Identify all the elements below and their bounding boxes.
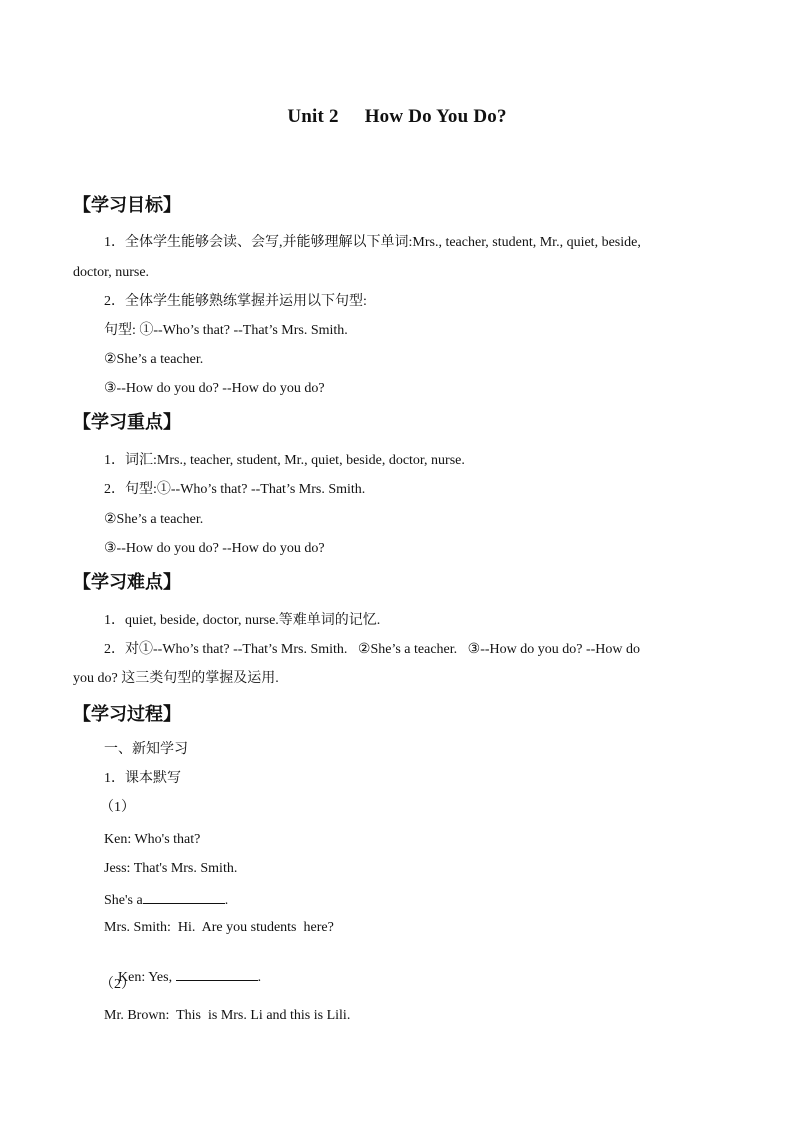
- difficulties-item-2a: 2．对①--Who’s that? --That’s Mrs. Smith. ②She’s a teacher. ③--How do you do? --How do: [104, 642, 641, 657]
- process-sub-1: （1）: [100, 800, 135, 815]
- unit-label: Unit 2: [287, 106, 339, 127]
- dialogue-line-2: Jess: That's Mrs. Smith.: [104, 861, 238, 876]
- fill-in-blank-1[interactable]: [143, 889, 225, 904]
- process-part-1: 一、新知学习: [104, 742, 188, 757]
- dialogue-line-5-text: Ken: Yes,: [118, 970, 176, 985]
- dialogue-line-3-end: .: [224, 893, 229, 908]
- goals-pattern-3: ③--How do you do? --How do you do?: [104, 381, 325, 396]
- dialogue-line-1: Ken: Who's that?: [104, 832, 201, 847]
- key-points-pattern-2: ②She’s a teacher.: [104, 512, 204, 527]
- goals-pattern-2: ②She’s a teacher.: [104, 352, 204, 367]
- goals-heading: 【学习目标】: [73, 195, 181, 216]
- dialogue-line-4: Mrs. Smith: Hi. Are you students here?: [104, 920, 334, 935]
- process-heading: 【学习过程】: [73, 704, 181, 725]
- goals-item-1a: 1．全体学生能够会读、会写,并能够理解以下单词:Mrs., teacher, student, Mr., quiet, beside,: [104, 235, 641, 250]
- process-sub-2: （2）: [100, 977, 135, 992]
- dialogue-line-5-end: .: [257, 970, 262, 985]
- page-title: [0, 106, 794, 128]
- key-points-item-2: 2．句型:①--Who’s that? --That’s Mrs. Smith.: [104, 482, 366, 497]
- difficulties-heading: 【学习难点】: [73, 572, 181, 593]
- difficulties-item-2b: you do? 这三类句型的掌握及运用.: [73, 671, 279, 686]
- unit-name: How Do You Do?: [364, 106, 507, 127]
- process-task-1: 1．课本默写: [104, 771, 181, 786]
- fill-in-blank-2[interactable]: [176, 966, 258, 981]
- key-points-heading: 【学习重点】: [73, 412, 181, 433]
- dialogue-line-6: Mr. Brown: This is Mrs. Li and this is Lili.: [104, 1008, 351, 1023]
- dialogue-line-3-text: She's a: [104, 893, 143, 908]
- key-points-pattern-3: ③--How do you do? --How do you do?: [104, 541, 325, 556]
- goals-pattern-1: 句型: ①--Who’s that? --That’s Mrs. Smith.: [104, 323, 348, 338]
- difficulties-item-1: 1．quiet, beside, doctor, nurse.等难单词的记忆.: [104, 613, 381, 628]
- goals-item-1b: doctor, nurse.: [73, 265, 150, 280]
- key-points-item-1: 1．词汇:Mrs., teacher, student, Mr., quiet, beside, doctor, nurse.: [104, 453, 465, 468]
- dialogue-line-3: [104, 889, 228, 910]
- goals-item-2: 2．全体学生能够熟练掌握并运用以下句型:: [104, 294, 367, 309]
